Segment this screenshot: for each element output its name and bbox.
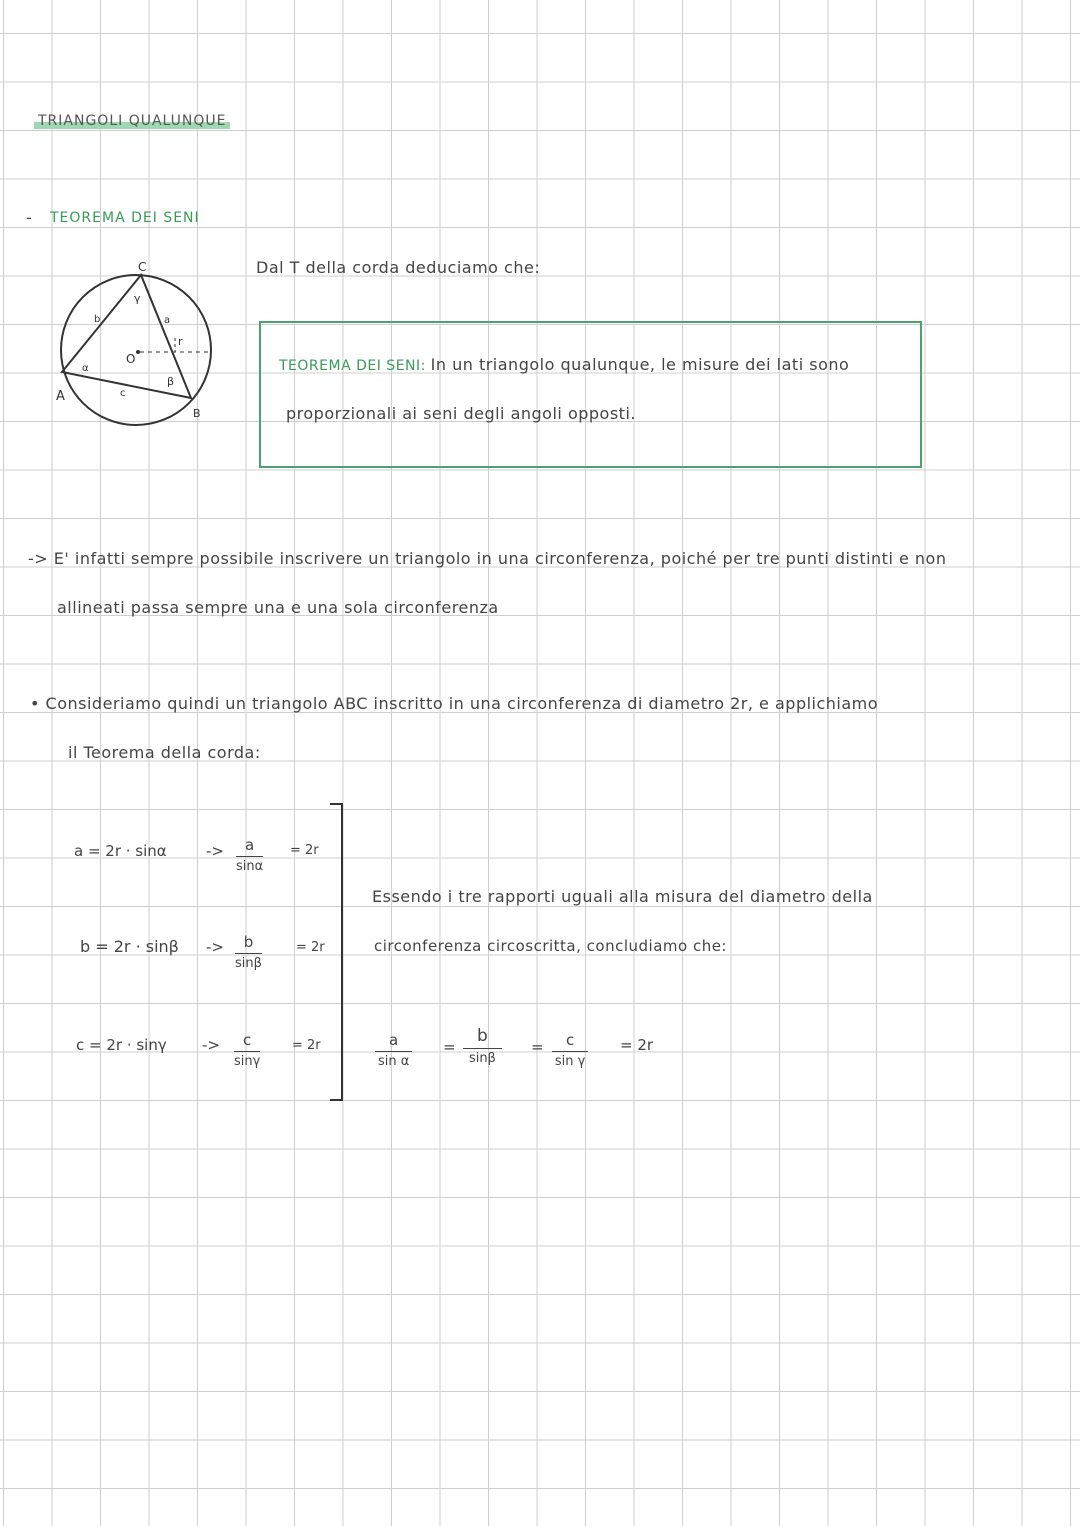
fraction-den: sinγ — [234, 1054, 261, 1069]
equation-c-fraction — [234, 1031, 260, 1069]
bracket-icon — [328, 802, 348, 1102]
consider-text-1: Consideriamo quindi un triangolo ABC inscritto in una circonferenza di diametro 2r, e applichiamo — [45, 694, 879, 713]
conclusion-line-2: circonferenza circoscritta, concludiamo che: — [374, 937, 727, 955]
equation-c-lhs: c = 2r · sinγ — [76, 1036, 167, 1054]
label-c: c — [120, 388, 126, 399]
equals-sign-2: = — [531, 1038, 544, 1056]
theorem-statement-2: proporzionali ai seni degli angoli opposti. — [286, 404, 636, 423]
consider-line-2: il Teorema della corda: — [68, 743, 261, 762]
conclusion-fraction-b — [463, 1026, 502, 1066]
theorem-box — [259, 321, 922, 468]
center-point — [136, 350, 140, 354]
fraction-num: c — [234, 1031, 260, 1052]
note-line-1 — [28, 549, 946, 568]
equation-c-arrow: -> — [202, 1036, 220, 1054]
equation-b-fraction — [235, 933, 262, 971]
equation-b-rhs: = 2r — [296, 940, 325, 955]
fraction-num: c — [552, 1031, 588, 1052]
conclusion-fraction-c — [552, 1031, 588, 1069]
label-beta: β — [167, 375, 175, 388]
fraction-num: a — [375, 1031, 412, 1052]
bullet-icon: • — [30, 694, 40, 713]
conclusion-result: = 2r — [620, 1036, 654, 1054]
label-C: C — [138, 260, 147, 274]
label-alpha: α — [82, 363, 89, 374]
fraction-den: sin γ — [554, 1054, 586, 1069]
equation-a-arrow: -> — [206, 842, 224, 860]
page-title: TRIANGOLI QUALUNQUE — [34, 113, 230, 129]
consider-line-1 — [30, 694, 878, 713]
equation-b-lhs: b = 2r · sinβ — [80, 937, 179, 956]
equation-a-rhs: = 2r — [290, 843, 319, 858]
label-r: r — [178, 335, 183, 348]
equals-sign-1: = — [443, 1038, 456, 1056]
note-text-1: E' infatti sempre possibile inscrivere un triangolo in una circonferenza, poiché per tre punti distinti e non — [53, 549, 947, 568]
equation-a-lhs: a = 2r · sinα — [74, 842, 167, 860]
fraction-num: a — [236, 836, 263, 857]
label-b: b — [94, 314, 101, 325]
theorem-label: TEOREMA DEI SENI: — [279, 358, 426, 374]
fraction-den: sinβ — [235, 956, 262, 971]
note-line-2: allineati passa sempre una e una sola circonferenza — [57, 598, 499, 617]
theorem-line-1 — [279, 355, 849, 374]
conclusion-line-1: Essendo i tre rapporti uguali alla misura del diametro della — [372, 887, 873, 906]
fraction-den: sin α — [377, 1054, 410, 1069]
section-bullet: - — [26, 208, 33, 227]
inscribed-triangle-diagram — [40, 250, 240, 440]
equation-b-arrow: -> — [206, 938, 224, 956]
fraction-den: sinβ — [468, 1051, 496, 1066]
intro-text: Dal T della corda deduciamo che: — [256, 258, 541, 277]
conclusion-fraction-a — [375, 1031, 412, 1069]
equation-c-rhs: = 2r — [292, 1038, 321, 1053]
label-gamma: γ — [134, 292, 141, 305]
section-heading: TEOREMA DEI SENI — [50, 210, 200, 226]
arrow-icon: -> — [28, 549, 49, 568]
theorem-statement-1: In un triangolo qualunque, le misure dei lati sono — [430, 355, 850, 374]
fraction-num: b — [235, 933, 262, 954]
fraction-den: sinα — [236, 859, 264, 874]
label-B: B — [193, 407, 201, 420]
equation-a-fraction — [236, 836, 263, 874]
label-a: a — [164, 315, 171, 326]
fraction-num: b — [463, 1026, 502, 1049]
label-O: O — [126, 352, 136, 366]
label-A: A — [56, 389, 65, 404]
